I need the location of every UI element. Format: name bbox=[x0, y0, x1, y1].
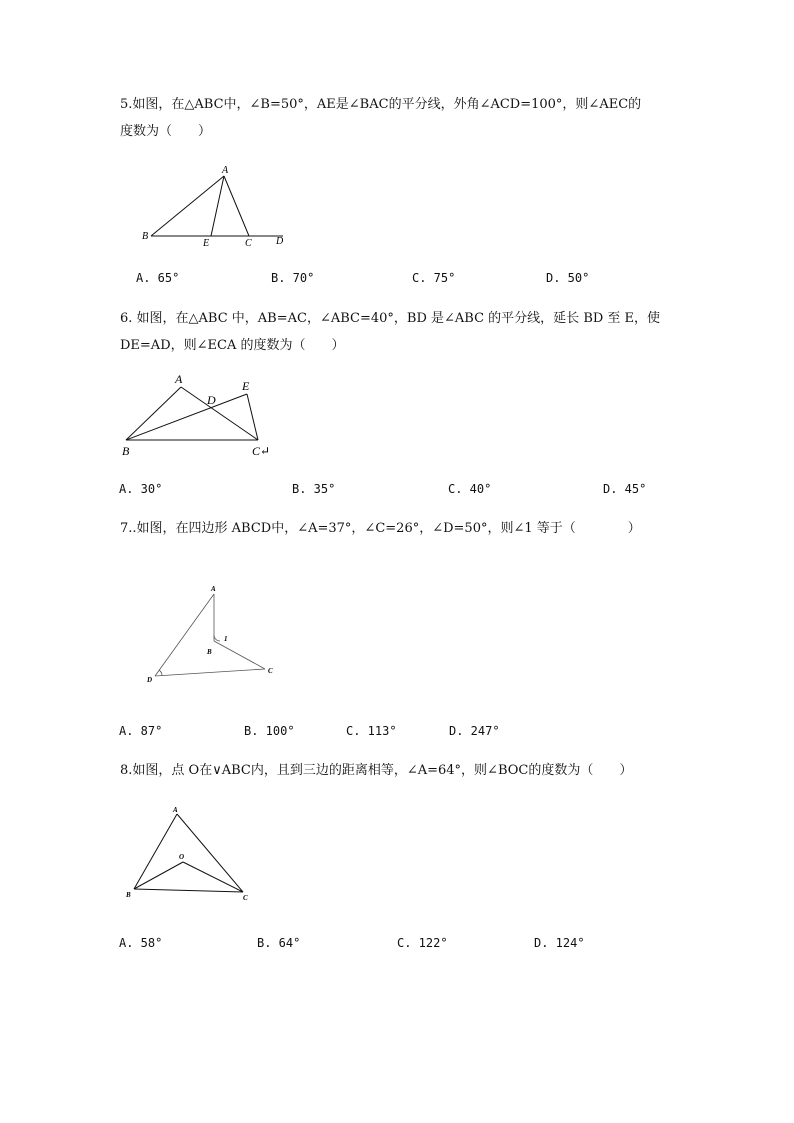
q7-option-b[interactable]: B. 100° bbox=[244, 724, 295, 738]
q6-option-a[interactable]: A. 30° bbox=[119, 482, 163, 496]
q6-label-d: D bbox=[207, 393, 216, 407]
q8-option-c[interactable]: C. 122° bbox=[397, 936, 448, 950]
q5-label-a: A bbox=[222, 165, 229, 176]
q8-label-b: B bbox=[126, 891, 131, 899]
q7-option-a[interactable]: A. 87° bbox=[119, 724, 163, 738]
q6-stem-line2: DE=AD，则∠ECA 的度数为（ ） bbox=[120, 338, 345, 353]
q7-angle-1: 1 bbox=[224, 635, 228, 643]
q5-option-d[interactable]: D. 50° bbox=[546, 271, 590, 285]
q5-option-b[interactable]: B. 70° bbox=[271, 271, 315, 285]
q6-label-e: E bbox=[242, 379, 250, 393]
q6-label-c: C↵ bbox=[252, 444, 271, 458]
q6-label-a: A bbox=[175, 372, 183, 386]
q7-stem: 7..如图，在四边形 ABCD中，∠A=37°，∠C=26°，∠D=50°，则∠1 等于（ ） bbox=[120, 521, 641, 536]
q5-option-c[interactable]: C. 75° bbox=[412, 271, 456, 285]
q8-option-d[interactable]: D. 124° bbox=[534, 936, 585, 950]
q5-label-d: D bbox=[276, 236, 284, 247]
q8-label-a: A bbox=[173, 806, 178, 814]
q7-label-a: A bbox=[211, 585, 216, 593]
q7-label-d: D bbox=[147, 676, 153, 684]
q8-option-b[interactable]: B. 64° bbox=[257, 936, 301, 950]
q6-option-b[interactable]: B. 35° bbox=[292, 482, 336, 496]
q7-option-d[interactable]: D. 247° bbox=[449, 724, 500, 738]
q6-label-b: B bbox=[122, 444, 130, 458]
q7-option-c[interactable]: C. 113° bbox=[346, 724, 397, 738]
q8-stem: 8.如图，点 O在∨ABC内，且到三边的距离相等，∠A=64°，则∠BOC的度数为（ ） bbox=[120, 763, 633, 778]
q5-stem-line2: 度数为（ ） bbox=[120, 124, 212, 139]
q8-label-o: O bbox=[179, 853, 185, 861]
q6-stem-line1: 6. 如图，在△ABC 中，AB=AC，∠ABC=40°，BD 是∠ABC 的平分线，延长 BD 至 E，使 bbox=[120, 311, 661, 326]
q6-option-c[interactable]: C. 40° bbox=[448, 482, 492, 496]
q8-label-c: C bbox=[243, 894, 248, 902]
q7-label-c: C bbox=[268, 667, 273, 675]
q5-stem-line1: 5.如图，在△ABC中，∠B=50°，AE是∠BAC的平分线，外角∠ACD=100°，则∠AEC的 bbox=[120, 97, 642, 112]
q5-label-e: E bbox=[203, 238, 210, 249]
q5-label-c: C bbox=[245, 238, 252, 249]
q5-label-b: B bbox=[142, 231, 149, 242]
q5-option-a[interactable]: A. 65° bbox=[136, 271, 180, 285]
q7-label-b: B bbox=[207, 648, 212, 656]
q6-option-d[interactable]: D. 45° bbox=[603, 482, 647, 496]
q8-option-a[interactable]: A. 58° bbox=[119, 936, 163, 950]
